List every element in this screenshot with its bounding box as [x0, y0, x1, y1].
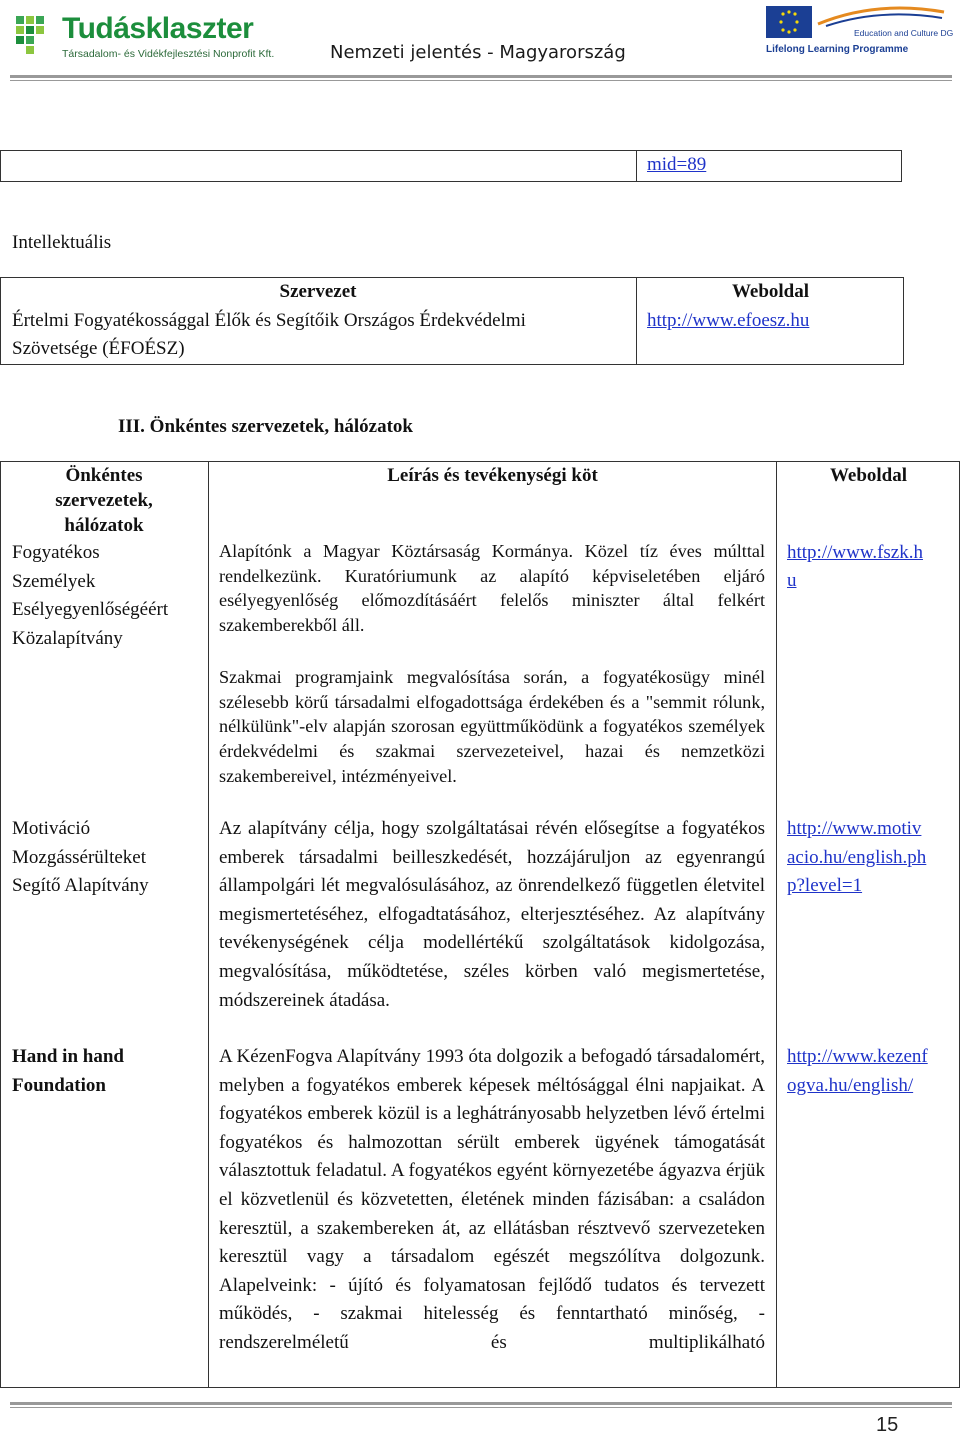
logo-subtitle: Társadalom- és Vidékfejlesztési Nonprofit Kft.	[62, 48, 275, 60]
url-line[interactable]: http://www.fszk.h	[787, 542, 923, 563]
org-name-line: Esélyegyenlőségéért	[12, 599, 169, 620]
row-desc-p2: Szakmai programjaink megvalósítása során, a fogyatékosügy minél szélesebb körű társadalmi elfogadottsága érdekében és a "semmit rólunk, nélkülünk"-elv alapján szorosan együttműködünk a fogyatékos személyek érdekvédelmi és szakmai szervezeteivel, hazai és nemzetközi szakembereivel, intézményeivel.	[219, 667, 765, 786]
swoosh-icon	[816, 4, 946, 28]
org-name-line1: Értelmi Fogyatékossággal Élők és Segítőik Országos Érdekvédelmi	[12, 310, 526, 331]
link-mid[interactable]: mid=89	[647, 154, 707, 175]
category-label: Intellektuális	[12, 232, 112, 253]
footer-divider	[10, 1402, 952, 1405]
org-name-line: Fogyatékos	[12, 542, 100, 563]
org-name-line: Személyek	[12, 570, 96, 592]
row-desc-p1: Alapítónk a Magyar Köztársaság Kormánya. Közel tíz éves múlttal rendelkezünk. Kuratóriumunk az alapító képviseletében eljáró esélyegyenlőség előmozdításáért felelős miniszter által felkért szakemberekből áll.	[219, 541, 765, 636]
row-url[interactable]	[787, 815, 926, 901]
col-divider-2	[776, 461, 777, 1388]
footer-divider-thin	[10, 1407, 952, 1408]
table-divider	[636, 150, 637, 182]
section-heading: III. Önkéntes szervezetek, hálózatok	[118, 416, 413, 437]
row-url[interactable]	[787, 1043, 928, 1100]
document-title: Nemzeti jelentés - Magyarország	[330, 42, 626, 63]
org-name-line2: Szövetsége (ÉFOÉSZ)	[12, 338, 185, 359]
row-desc: Az alapítvány célja, hogy szolgáltatásai révén elősegítse a fogyatékos emberek társadalmi beilleszkedését, hozzájáruljon az egyenrangú állampolgári lét megvalósulásához, az önrendelkező független életvitel megismertetéséhez, elfogadtatásához, elterjesztéséhez. Az alapítvány tevékenységének célja modellértékű szolgáltatások kidolgozása, megvalósítása, működtetése, széles körben való megismertetése, módszereinek átadása.	[219, 818, 765, 1011]
eac-label: Education and Culture DG	[854, 28, 954, 38]
header-desc-col: Leírás és tevékenységi köt	[387, 465, 598, 486]
row-desc: A KézenFogva Alapítvány 1993 óta dolgozik a befogadó társadalomért, melyben a fogyatékos emberek képesek méltósággal élni napjaikat. A fogyatékos emberek közül is a leghátrányosabb helyzetben lévő értelmi fogyatékos és halmozottan sérült emberek ügyének támogatását választottuk feladatul. A fogyatékos egyént környezetébe ágyazva érjük el közvetlenül és közvetetten, életének minden fázisában: a családon keresztül, a szakembereken át, az ellátásban résztvevő szervezeteken keresztül vagy a társadalom egészét megszólítva dolgozunk. Alapelveink: - újító és folyamatosan fejlődő tudatos és tervezett működés, - szakmai hitelesség és fenntartható minőség, - rendszerelméletű és multiplikálható	[219, 1046, 765, 1353]
header-org-line: hálózatok	[64, 515, 144, 536]
row-org-name	[12, 539, 202, 653]
tudasklaszter-logo-icon	[12, 12, 52, 58]
header-org-line: Önkéntes	[65, 465, 143, 486]
org-url[interactable]: http://www.efoesz.hu	[647, 310, 810, 331]
url-line[interactable]: u	[787, 570, 797, 591]
url-line[interactable]: ogva.hu/english/	[787, 1074, 914, 1096]
row-org-name	[12, 815, 202, 901]
row-url[interactable]	[787, 539, 923, 595]
header-org-col	[0, 463, 208, 538]
org-name-line: Mozgássérülteket	[12, 846, 147, 868]
header-org-line: szervezetek,	[55, 490, 153, 511]
url-line[interactable]: http://www.kezenf	[787, 1046, 928, 1067]
header-web-col: Weboldal	[829, 465, 908, 486]
org-name-line: Közalapítvány	[12, 627, 123, 649]
tudasklaszter-logo	[12, 10, 275, 62]
url-line[interactable]: acio.hu/english.ph	[787, 846, 927, 868]
org-name-line: Foundation	[12, 1074, 106, 1096]
page-number: 15	[876, 1414, 899, 1436]
eu-llp-logo	[766, 4, 956, 60]
eu-flag-icon	[766, 6, 812, 38]
row-org-name	[12, 1043, 202, 1100]
org-table-header-web: Weboldal	[731, 281, 810, 302]
url-line[interactable]: p?level=1	[787, 875, 863, 896]
org-name-line: Motiváció	[12, 818, 91, 839]
url-line[interactable]: http://www.motiv	[787, 818, 922, 839]
org-name-line: Segítő Alapítvány	[12, 875, 149, 896]
table-fragment-row	[0, 150, 902, 182]
llp-label: Lifelong Learning Programme	[766, 44, 909, 55]
col-divider-1	[208, 461, 209, 1388]
org-table-header-org: Szervezet	[279, 281, 357, 302]
logo-title: Tudásklaszter	[62, 12, 254, 45]
header-divider	[10, 75, 952, 78]
header-divider-thin	[10, 80, 952, 81]
org-name-line: Hand in hand	[12, 1046, 124, 1067]
